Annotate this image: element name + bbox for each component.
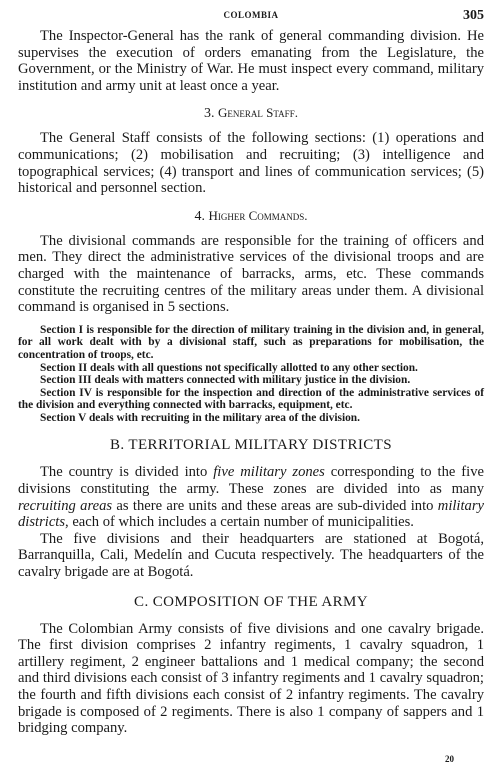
territorial-paragraph-1: The country is divided into five military zones corresponding to the five divisions constituting the army. These zones are divided into as many recruiting areas as there are units and these areas are sub-divided into military districts, each of which includes a certain number of municipalities. xyxy=(18,464,484,531)
composition-paragraph: The Colombian Army consists of five divisions and one cavalry brigade. The first division comprises 2 infantry regiments, 1 cavalry squadron, 1 artillery regiment, 2 engineer battalions and 1 medical company; the second and third divisions each consist of 3 infantry regiments and 1 cavalry squadron; the fourth and fifth divisions each consist of 2 infantry regiments. The cavalry brigade is composed of 2 regiments. There is also 1 company of sappers and 1 bridging company. xyxy=(18,620,484,737)
document-page xyxy=(18,8,484,768)
territorial-heading: B. TERRITORIAL MILITARY DISTRICTS xyxy=(109,437,392,454)
general-staff-paragraph: The General Staff consists of the following sections: (1) operations and communications; (2) mobilisation and recruiting; (3) intelligence and topographical services; (4) transport and lines of communication services; (5) historical and personnel section. xyxy=(18,130,484,197)
higher-commands-title: Higher Commands. xyxy=(208,207,308,223)
composition-heading: C. COMPOSITION OF THE ARMY xyxy=(134,593,368,610)
intro-paragraph: The Inspector-General has the rank of general commanding division. He supervises the execution of orders emanating from the Legislature, the Government, or the Ministry of War. He must inspect every command, military institution and army unit at least once a year. xyxy=(18,28,484,94)
higher-commands-paragraph: The divisional commands are responsible for the training of officers and men. They direct the administrative services of the divisional troops and are charged with the maintenance of barracks, arms, etc. These commands constitute the recruiting centres of the military areas under them. A divisional command is organised in 5 sections. xyxy=(18,232,484,316)
general-staff-title: General Staff. xyxy=(218,105,298,121)
section-item: Section I is responsible for the direction of military training in the division and, in general, for all work dealt with by a divisional staff, such as preparations for mobilisation, the concentration of troops, etc. xyxy=(18,323,484,361)
section-item: Section V deals with recruiting in the military area of the division. xyxy=(40,411,360,424)
section-item: Section III deals with matters connected with military justice in the division. xyxy=(40,374,411,387)
general-staff-heading xyxy=(18,104,484,122)
higher-commands-heading xyxy=(18,207,484,225)
territorial-paragraph-2: The five divisions and their headquarters are stationed at Bogotá, Barranquilla, Cali, Medelín and Cucuta respectively. The headquarters of the cavalry brigade are at Bogotá. xyxy=(18,530,484,581)
term-military-districts: military districts xyxy=(18,497,484,531)
running-head xyxy=(18,8,484,28)
term-military-zones: five military zones xyxy=(213,464,325,481)
section-item: Section IV is responsible for the inspection and direction of the administrative services of the division and everything connected with barracks, equipment, etc. xyxy=(18,386,484,412)
general-staff-number: 3. xyxy=(204,106,215,122)
page-number: 305 xyxy=(463,8,484,23)
signature-mark: 20 xyxy=(445,754,454,764)
higher-commands-number: 4. xyxy=(194,208,205,224)
term-recruiting-areas: recruiting areas xyxy=(18,497,113,514)
running-title: COLOMBIA xyxy=(223,10,279,20)
section-item: Section II deals with all questions not specifically allotted to any other section. xyxy=(40,361,418,374)
